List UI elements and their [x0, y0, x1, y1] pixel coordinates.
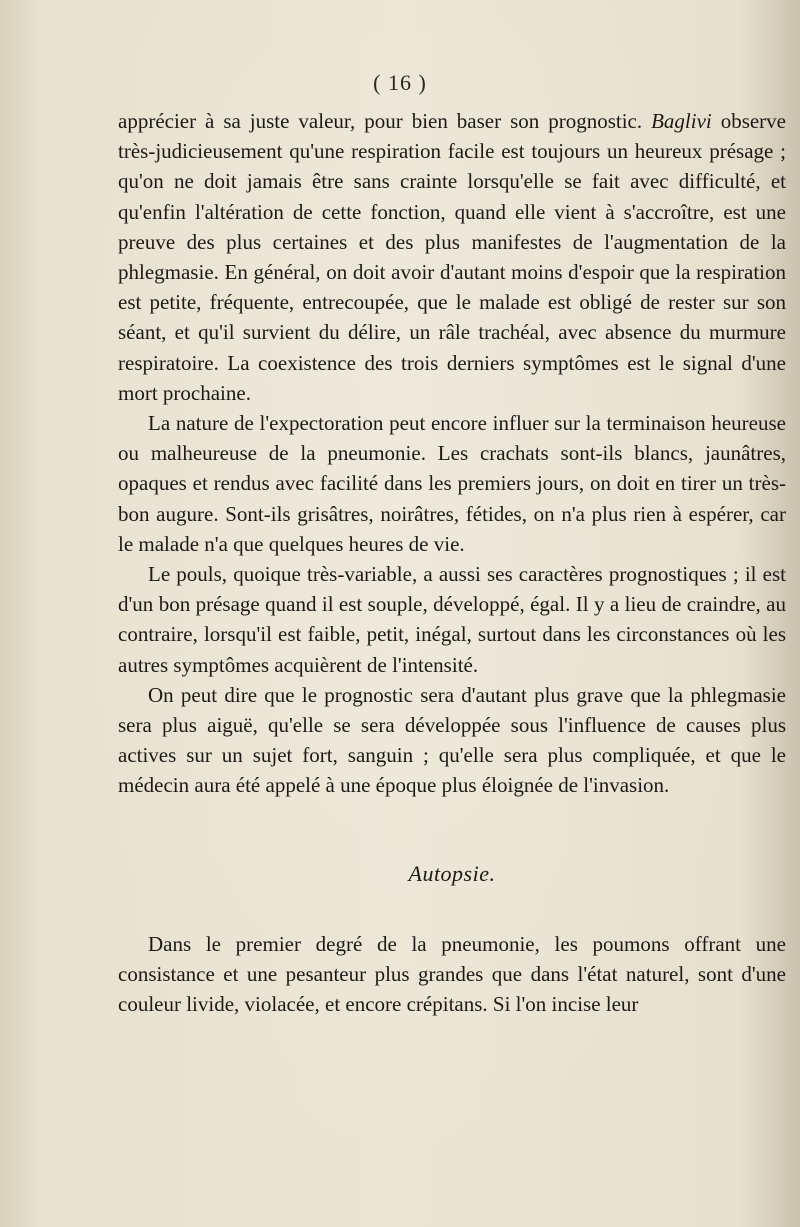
page-body: [118, 106, 786, 1019]
section-heading-autopsie: Autopsie.: [408, 860, 496, 886]
paragraph-pulse: Le pouls, quoique très-variable, a aussi ses caractères prognostiques ; il est d'un bon présage quand il est souple, développé, égal. Il y a lieu de craindre, au contraire, lorsqu'il est faible, petit, inégal, surtout dans les circonstances où les autres symptômes acquièrent de l'intensité.: [118, 562, 786, 677]
paragraph-respiration-lead: apprécier à sa juste valeur, pour bien baser son prognostic.: [118, 109, 652, 133]
paragraph-prognostic: On peut dire que le prognostic sera d'autant plus grave que la phlegmasie sera plus aiguë, qu'elle se sera développée sous l'influence de causes plus actives sur un sujet fort, sanguin ; qu'elle sera plus compliquée, et que le médecin aura été appelé à une époque plus éloignée de l'invasion.: [118, 682, 786, 798]
page-number: ( 16 ): [373, 70, 427, 95]
paragraph-expectoration: La nature de l'expectoration peut encore influer sur la terminaison heureuse ou malheureuse de la pneumonie. Les crachats sont-ils blancs, jaunâtres, opaques et rendus avec facilité dans les premiers jours, on doit en tirer un très-bon augure. Sont-ils grisâtres, noirâtres, fétides, on n'a plus rien à espérer, car le malade n'a que quelques heures de vie.: [118, 411, 786, 556]
paragraph-respiration: [118, 106, 786, 408]
paragraph-autopsy: Dans le premier degré de la pneumonie, les poumons offrant une consistance et une pesanteur plus grandes que dans l'état naturel, sont d'une couleur livide, violacée, et encore crépitans. Si l'on incise leur: [118, 931, 786, 1017]
author-name-baglivi: Baglivi: [651, 109, 712, 133]
paragraph-respiration-rest: observe très-judicieusement qu'une respiration facile est toujours un heureux présage ; qu'on ne doit jamais être sans crainte lorsqu'elle se fait avec difficulté, et qu'enfin l'altération de cette fonction, quand elle vient à s'accroître, est une preuve des plus certaines et des plus manifestes de l'augmentation de la phlegmasie. En général, on doit avoir d'autant moins d'espoir que la respiration est petite, fréquente, entrecoupée, que le malade est obligé de rester sur son séant, et qu'il survient du délire, un râle trachéal, avec absence du murmure respiratoire. La coexistence des trois derniers symptômes est le signal d'une mort prochaine.: [118, 109, 786, 405]
